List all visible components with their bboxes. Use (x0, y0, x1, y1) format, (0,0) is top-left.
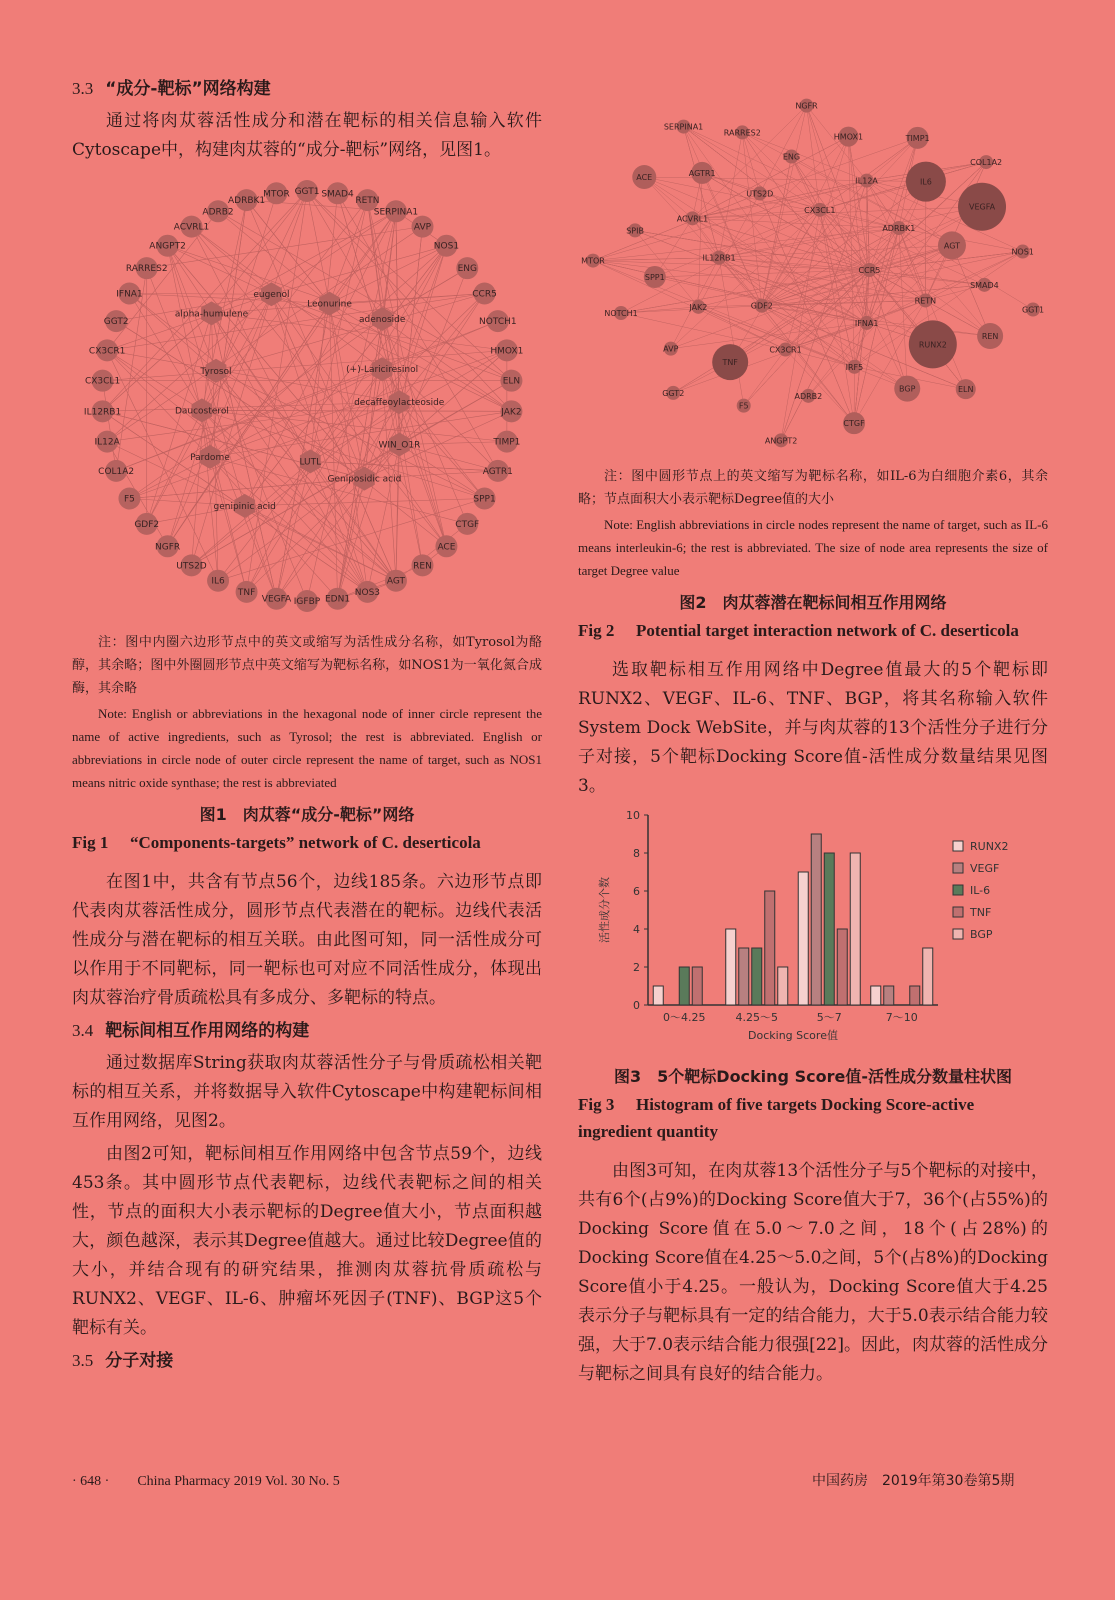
x-axis-label: Docking Score值 (748, 1029, 838, 1042)
figure-2-note-cn: 注：图中圆形节点上的英文缩写为靶标名称，如IL-6为白细胞介素6，其余略；节点面积大小表示靶标Degree值的大小 (578, 469, 1048, 507)
footer-left: · 648 · China Pharmacy 2019 Vol. 30 No. 5 (72, 1474, 340, 1489)
ingredient-label: adenoside (358, 315, 406, 326)
target-node (689, 162, 716, 184)
y-tick-label: 0 (633, 999, 640, 1012)
y-tick-label: 6 (633, 885, 640, 898)
target-node (263, 182, 290, 204)
target-node (604, 306, 637, 320)
target-label: VEGFA (968, 202, 996, 212)
left-column (72, 75, 542, 1379)
figure-2-caption-en (578, 617, 1048, 644)
ingredient-label: Tyrosol (200, 366, 232, 377)
ingredient-node (175, 398, 229, 422)
legend-swatch (953, 907, 963, 917)
target-label: IRF5 (845, 362, 864, 372)
ingredient-label: WIN_O1R (378, 440, 421, 451)
target-label: COL1A2 (98, 466, 135, 477)
section-3-4-heading (72, 1017, 542, 1045)
target-label: UTS2D (746, 189, 774, 199)
target-node (958, 183, 1006, 231)
paragraph: 选取靶标相互作用网络中Degree值最大的5个靶标即RUNX2、VEGF、IL-6、TNF、BGP，将其名称输入软件System Dock WebSite，并与肉苁蓉的13个活性分子进行分子对接，5个靶标Docking Score值-活性成分数量结果见图3。 (578, 660, 1048, 796)
target-label: SMAD4 (970, 280, 999, 290)
target-label: AGT (386, 576, 406, 587)
x-tick-label: 4.25～5 (735, 1011, 778, 1024)
target-label: RARRES2 (125, 264, 168, 275)
target-label: CTGF (843, 419, 865, 429)
target-label: ADRB2 (794, 391, 823, 401)
target-node (155, 535, 180, 557)
target-node (456, 257, 478, 279)
target-node (894, 376, 920, 402)
target-label: TNF (237, 587, 256, 598)
bar-runx2 (871, 986, 881, 1005)
target-node (490, 339, 523, 361)
legend-label: VEGF (970, 862, 1000, 875)
figure-1-note-cn: 注：图中内圈六边形节点中的英文或缩写为活性成分名称，如Tyrosol为酪醇，其余略；图中外圈圆形节点中英文缩写为靶标名称，如NOS1为一氧化氮合成酶，其余略 (72, 635, 542, 696)
target-label: ENG (782, 152, 801, 162)
target-node (977, 323, 1003, 349)
target-label: CX3CR1 (769, 345, 802, 355)
target-label: NOS3 (354, 587, 381, 598)
target-node (1011, 245, 1033, 259)
target-label: IL6 (211, 576, 225, 587)
target-node (626, 223, 644, 237)
target-node (644, 266, 666, 288)
target-label: ACE (636, 173, 653, 183)
target-node (134, 513, 159, 535)
paragraph: 通过将肉苁蓉活性成分和潜在靶标的相关信息输入软件Cytoscape中，构建肉苁蓉的“成分-靶标”网络，见图1。 (72, 111, 542, 160)
target-node (737, 399, 751, 413)
bar-vegf (811, 834, 821, 1005)
target-label: ELN (958, 385, 974, 395)
target-node (94, 431, 120, 453)
target-node (662, 386, 684, 400)
target-label: AVP (663, 344, 679, 354)
legend-swatch (953, 929, 963, 939)
target-node (492, 431, 520, 453)
target-label: ANGPT2 (149, 241, 186, 252)
target-node (855, 316, 879, 330)
target-label: SERPINA1 (663, 122, 704, 132)
target-node (411, 554, 433, 576)
target-node (126, 257, 168, 279)
target-node (664, 120, 703, 134)
x-tick-label: 0～4.25 (663, 1011, 706, 1024)
legend-label: TNF (970, 906, 992, 919)
target-label: ENG (457, 264, 477, 275)
ingredient-node (307, 292, 352, 316)
target-node (472, 283, 497, 305)
target-node (746, 186, 773, 200)
target-node (325, 588, 350, 610)
target-label: AGT (943, 241, 961, 251)
target-label: SPP1 (644, 272, 665, 282)
figure-2-network (578, 80, 1048, 455)
target-label: GGT2 (662, 388, 685, 398)
target-node (724, 125, 761, 139)
target-node (804, 203, 835, 217)
bar-il-6 (752, 948, 762, 1005)
target-node (938, 231, 966, 259)
bar-vegf (739, 948, 749, 1005)
target-node (1022, 303, 1044, 317)
target-label: F5 (124, 494, 135, 505)
bar-bgp (778, 967, 788, 1005)
target-label: GDF2 (750, 301, 773, 311)
target-label: RETN (355, 196, 380, 207)
target-label: GGT1 (294, 187, 320, 197)
figure-label: Fig 1 (72, 833, 109, 852)
y-tick-label: 10 (626, 809, 640, 822)
bar-tnf (765, 891, 775, 1005)
target-label: MTOR (263, 189, 290, 200)
target-node (207, 570, 229, 592)
figure-label: Fig 3 (578, 1095, 615, 1114)
target-label: CCR5 (858, 266, 881, 275)
ingredient-label: genipinic acid (213, 501, 276, 512)
figure-3-bar-chart (578, 805, 1048, 1060)
target-label: ACVRL1 (676, 214, 709, 224)
target-node (118, 488, 140, 510)
section-number: 3.4 (72, 1021, 94, 1040)
target-node (104, 310, 129, 332)
target-node (321, 182, 354, 204)
target-label: REN (981, 332, 999, 342)
target-node (479, 310, 517, 332)
target-label: GDF2 (134, 519, 160, 530)
target-label: IL12RB1 (83, 407, 122, 418)
target-node (843, 412, 865, 434)
target-label: AGTR1 (482, 466, 513, 477)
target-node (500, 370, 522, 392)
target-label: NGFR (154, 542, 181, 553)
legend-swatch (953, 885, 963, 895)
ingredient-label: decaffeoylacteoside (354, 398, 445, 409)
target-label: IL12RB1 (702, 253, 736, 263)
section-3-3-heading (72, 75, 542, 103)
ingredient-label: Geniposidic acid (327, 474, 402, 485)
ingredient-label: eugenol (253, 290, 290, 301)
target-label: CX3CL1 (84, 376, 121, 387)
target-label: RUNX2 (918, 340, 947, 350)
target-node (176, 554, 207, 576)
target-label: NOTCH1 (479, 317, 517, 328)
target-label: CX3CL1 (804, 205, 836, 215)
target-label: MTOR (581, 256, 605, 266)
target-label: BGP (899, 384, 916, 394)
footer-right: 中国药房 2019年第30卷第5期 (812, 1473, 1015, 1489)
target-node (455, 513, 479, 535)
target-node (909, 320, 957, 368)
target-label: IL12A (94, 437, 120, 448)
target-node (581, 254, 605, 268)
figure-2-note-en: Note: English abbreviations in circle nodes represent the name of target, such as IL-6 means interleukin-6; the rest is abbreviated. The size of node area represents the size of target Degree value (578, 517, 1048, 578)
target-node (712, 344, 748, 380)
target-node (906, 162, 946, 202)
ingredient-label: Pardome (190, 452, 230, 463)
target-node (483, 460, 513, 482)
figure-3-caption-en (578, 1091, 1048, 1145)
bar-bgp (923, 948, 933, 1005)
bar-il-6 (824, 853, 834, 1005)
section-3-5-heading (72, 1347, 542, 1375)
target-label: ELN (502, 376, 521, 387)
bar-tnf (837, 929, 847, 1005)
y-tick-label: 8 (633, 847, 640, 860)
target-node (882, 221, 915, 235)
ingredient-label: (+)-Lariciresinol (346, 365, 419, 376)
target-node (500, 400, 522, 422)
target-node (795, 99, 818, 113)
section-title: “成分-靶标”网络构建 (105, 79, 271, 99)
bar-runx2 (726, 929, 736, 1005)
section-title: 分子对接 (105, 1351, 174, 1371)
target-label: IGFBP (293, 597, 321, 607)
target-label: IFNA1 (116, 289, 143, 300)
target-node (970, 278, 999, 292)
target-label: CX3CR1 (88, 346, 126, 357)
target-node (89, 339, 125, 361)
target-label: GGT1 (1021, 305, 1045, 315)
figure-label: Fig 2 (578, 621, 615, 640)
target-label: TIMP1 (905, 133, 930, 143)
section-title: 靶标间相互作用网络的构建 (105, 1021, 310, 1041)
legend-label: IL-6 (970, 884, 991, 897)
target-node (149, 235, 186, 257)
target-label: EDN1 (325, 594, 351, 605)
target-node (769, 343, 801, 357)
legend-swatch (953, 863, 963, 873)
legend-label: BGP (970, 928, 993, 941)
ingredient-label: LUTL (299, 457, 322, 468)
ingredient-label: Leonurine (307, 299, 352, 310)
target-node (783, 150, 800, 164)
axes (648, 815, 938, 1005)
target-label: JAK2 (689, 302, 708, 312)
target-label: IFNA1 (854, 318, 879, 328)
target-label: F5 (738, 401, 749, 411)
bar-vegf (884, 986, 894, 1005)
figure-title: “Components-targets” network of C. deserticola (130, 833, 481, 852)
target-node (174, 216, 209, 238)
target-label: SMAD4 (321, 189, 354, 200)
target-label: RETN (914, 296, 937, 306)
ingredient-label: Daucosterol (174, 406, 229, 417)
target-label: NOTCH1 (604, 309, 638, 318)
target-label: NOS1 (1011, 247, 1034, 257)
y-tick-label: 2 (633, 961, 640, 974)
target-label: AGTR1 (688, 168, 716, 178)
bar-il-6 (679, 967, 689, 1005)
bar-tnf (910, 986, 920, 1005)
legend-label: RUNX2 (970, 840, 1009, 853)
y-axis-label: 活性成分个数 (598, 877, 611, 943)
figure-1-note-en: Note: English or abbreviations in the hexagonal node of inner circle represent the name of active ingredients, such as Tyrosol; the rest is abbreviated. English or abbreviations in circle node of outer circle represent the name of target, such as NOS1 means nitric oxide synthase; the rest is abbreviated (72, 706, 542, 790)
target-node (663, 342, 678, 356)
target-label: COL1A2 (970, 158, 1003, 168)
bar-runx2 (798, 872, 808, 1005)
target-node (702, 251, 735, 265)
target-label: ADRBK1 (882, 224, 916, 234)
y-tick-label: 4 (633, 923, 640, 936)
target-label: NGFR (795, 101, 818, 111)
target-label: TNF (722, 358, 738, 368)
target-node (956, 379, 976, 399)
paragraph: 通过数据库String获取肉苁蓉活性分子与骨质疏松相关靶标的相互关系，并将数据导入软件Cytoscape中构建靶标间相互作用网络，见图2。 (72, 1053, 542, 1131)
target-label: ACVRL1 (173, 222, 210, 233)
target-label: HMOX1 (833, 132, 864, 142)
target-node (435, 535, 457, 557)
target-label: ACE (437, 542, 456, 553)
target-node (84, 400, 121, 422)
target-label: UTS2D (176, 561, 207, 572)
legend-swatch (953, 841, 963, 851)
bar-tnf (692, 967, 702, 1005)
target-label: SPP1 (473, 494, 496, 505)
target-node (970, 155, 1002, 169)
figure-1-network (72, 171, 542, 631)
bar-runx2 (653, 986, 663, 1005)
target-label: SPIB (626, 226, 644, 236)
target-label: IL12A (855, 176, 878, 186)
target-node (374, 200, 418, 222)
target-label: GGT2 (103, 317, 129, 328)
target-node (385, 570, 407, 592)
target-node (834, 127, 863, 147)
target-label: IL6 (919, 177, 932, 187)
target-label: CCR5 (472, 289, 497, 300)
section-number: 3.3 (72, 79, 94, 98)
figure-1-caption-en (72, 829, 542, 856)
paragraph: 由图3可知，在肉苁蓉13个活性分子与5个靶标的对接中，共有6个(占9%)的Docking Score值大于7，36个(占55%)的Docking Score值在5.0～7.0之间，18个(占28%)的Docking Score值在4.25～5.0之间，5个(占8%)的Docking Score值小于4.25。一般认为，Docking Score值大于4.25表示分子与靶标具有一定的结合能力，大于5.0表示结合能力较强，大于7.0表示结合能力很强[22]。因此，肉苁蓉的活性成分与靶标之间具有良好的结合能力。 (578, 1161, 1048, 1384)
target-label: VEGFA (261, 594, 292, 605)
target-label: ANGPT2 (764, 436, 798, 446)
target-node (262, 588, 292, 610)
target-node (751, 299, 773, 313)
figure-1-caption-cn: 图1 肉苁蓉“成分-靶标”网络 (199, 805, 415, 824)
figure-3-caption-cn: 图3 5个靶标Docking Score值-活性成分数量柱状图 (614, 1067, 1012, 1086)
target-node (688, 300, 707, 314)
target-label: JAK2 (501, 407, 522, 418)
target-node (794, 389, 822, 403)
target-node (859, 263, 881, 277)
figure-2-caption-cn: 图2 肉苁蓉潜在靶标间相互作用网络 (679, 593, 947, 612)
target-node (473, 488, 495, 510)
target-label: REN (413, 561, 432, 572)
target-node (85, 370, 120, 392)
target-label: AVP (413, 222, 432, 233)
target-label: CTGF (455, 519, 480, 530)
paragraph: 由图2可知，靶标间相互作用网络中包含节点59个，边线453条。其中圆形节点代表靶标，边线代表靶标之间的相关性，节点的面积大小表示靶标的Degree值大小，节点面积越大，颜色越深，表示其Degree值越大。通过比较Degree值的大小，并结合现有的研究结果，推测肉苁蓉抗骨质疏松与RUNX2、VEGF、IL-6、肿瘤坏死因子(TNF)、BGP这5个靶标有关。 (72, 1144, 542, 1338)
x-tick-label: 7～10 (885, 1011, 918, 1024)
x-tick-label: 5～7 (816, 1011, 842, 1024)
target-label: ADRB2 (202, 207, 234, 218)
target-node (236, 581, 258, 603)
target-node (846, 360, 864, 374)
target-label: HMOX1 (490, 346, 524, 357)
ingredient-node (190, 445, 230, 469)
target-node (677, 211, 709, 225)
right-column (578, 80, 1048, 1393)
target-node (294, 590, 321, 612)
ingredient-label: alpha-humulene (174, 309, 249, 320)
target-label: NOS1 (433, 241, 460, 252)
target-label: ADRBK1 (227, 196, 266, 207)
target-node (915, 293, 937, 307)
target-node (632, 165, 656, 189)
figure-title: Histogram of five targets Docking Score-active ingredient quantity (578, 1095, 975, 1141)
section-number: 3.5 (72, 1351, 94, 1370)
paragraph: 在图1中，共含有节点56个，边线185条。六边形节点即代表肉苁蓉活性成分，圆形节点代表潜在的靶标。边线代表活性成分与潜在靶标的相互关联。由此图可知，同一活性成分可以作用于不同靶标，同一靶标也可对应不同活性成分，体现出肉苁蓉治疗骨质疏松具有多成分、多靶标的特点。 (72, 872, 542, 1008)
target-node (411, 216, 433, 238)
target-node (765, 433, 797, 447)
bar-bgp (850, 853, 860, 1005)
figure-title: Potential target interaction network of C. deserticola (636, 621, 1019, 640)
target-label: RARRES2 (723, 128, 761, 138)
target-label: TIMP1 (493, 437, 521, 448)
target-node (855, 174, 878, 188)
target-label: SERPINA1 (373, 207, 419, 218)
